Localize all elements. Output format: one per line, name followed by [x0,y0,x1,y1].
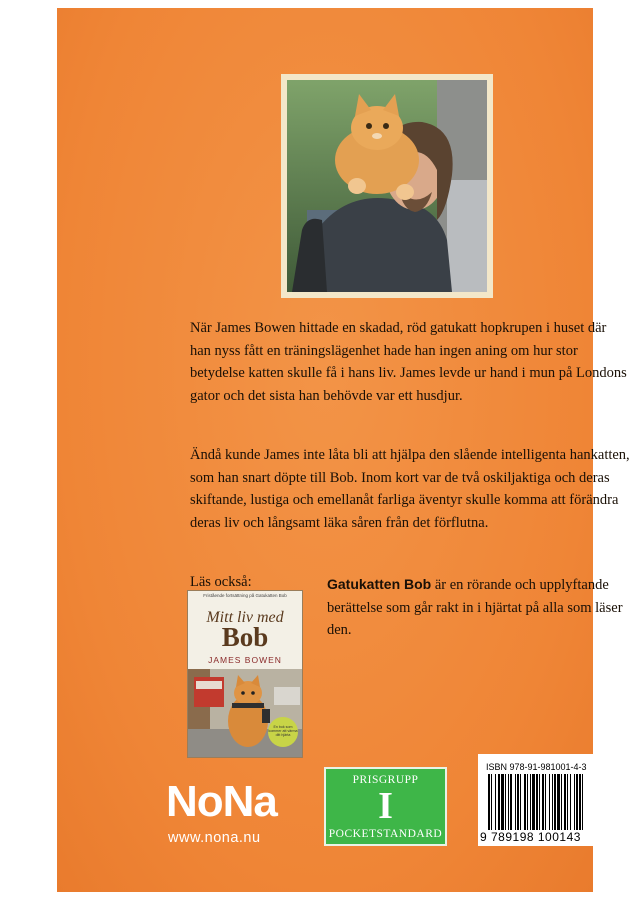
barcode-stripe [545,774,546,830]
barcode-stripe [498,774,500,830]
ean-number: 9 789198 100143 [480,830,581,844]
publisher-url: www.nona.nu [168,830,261,846]
barcode-stripe [524,774,526,830]
barcode-stripe [574,774,575,830]
barcode-stripe [549,774,550,830]
barcode-stripe [501,774,504,830]
related-book-author: JAMES BOWEN [208,655,282,665]
synopsis-paragraph-2: Ändå kunde James inte låta bli att hjälpa den slående intelligenta hankatten, som han snart döpte till Bob. Inom kort var de två oskiljaktiga och deras skiftande, lustiga och emellanåt farliga äventyr skulle komma att förändra deras liv och långsamt läka såren från det förflutna. [190,447,630,531]
related-book-badge: En bok som kommer att värma ditt hjärta [268,717,298,747]
related-book-title-line1: Mitt liv med [206,609,284,626]
related-book-cover [187,590,303,758]
barcode-stripe [520,774,521,830]
barcode-stripe [554,774,556,830]
barcode-stripe [561,774,562,830]
barcode-stripe [515,774,516,830]
author-photo-frame [281,74,493,298]
barcode-stripe [532,774,535,830]
publisher-logo: NoNa [166,777,277,826]
barcode-bars [484,774,620,830]
barcode-stripe [491,774,492,830]
read-also-label: Läs också: [190,574,252,590]
barcode-stripe [576,774,578,830]
barcode-stripe [582,774,583,830]
related-book-header: Fristående fortsättning på Gatukatten Bob [203,593,287,598]
isbn-barcode [478,754,625,846]
book-title-inline: Gatukatten Bob [327,576,432,592]
synopsis-paragraph-3-text: är en rörande och upplyftande berättelse som går rakt in i hjärtat på alla som läser den. [327,577,623,638]
back-cover [57,8,630,892]
barcode-stripe [527,774,528,830]
barcode-stripe [567,774,568,830]
barcode-stripe [536,774,538,830]
price-group-heading: PRISGRUPP [352,774,419,786]
barcode-stripe [570,774,571,830]
barcode-stripe [488,774,490,830]
synopsis-paragraph-3 [327,573,627,642]
barcode-stripe [530,774,531,830]
synopsis-paragraph-1: När James Bowen hittade en skadad, röd gatukatt hopkrupen i huset där han nyss fått en träningslägenhet hade han ingen aning om hur stor betydelse katten skulle få i hans liv. James levde ur hand i mun på Londons gator och det sista han behövde var ett husdjur. [190,320,627,404]
barcode-stripe [495,774,496,830]
barcode-stripe [564,774,566,830]
barcode-stripe [557,774,560,830]
price-group-label [324,767,447,846]
isbn-number: ISBN 978-91-981001-4-3 [486,762,587,772]
barcode-stripe [542,774,544,830]
author-with-cat-photo [287,80,487,292]
barcode-stripe [510,774,512,830]
barcode-stripe [552,774,553,830]
price-group-format: POCKETSTANDARD [328,828,443,840]
barcode-stripe [517,774,519,830]
related-book-title-line2: Bob [221,622,269,652]
barcode-stripe [539,774,540,830]
barcode-stripe [505,774,506,830]
barcode-stripe [508,774,509,830]
barcode-stripe [579,774,581,830]
price-group-number: I [378,785,393,827]
